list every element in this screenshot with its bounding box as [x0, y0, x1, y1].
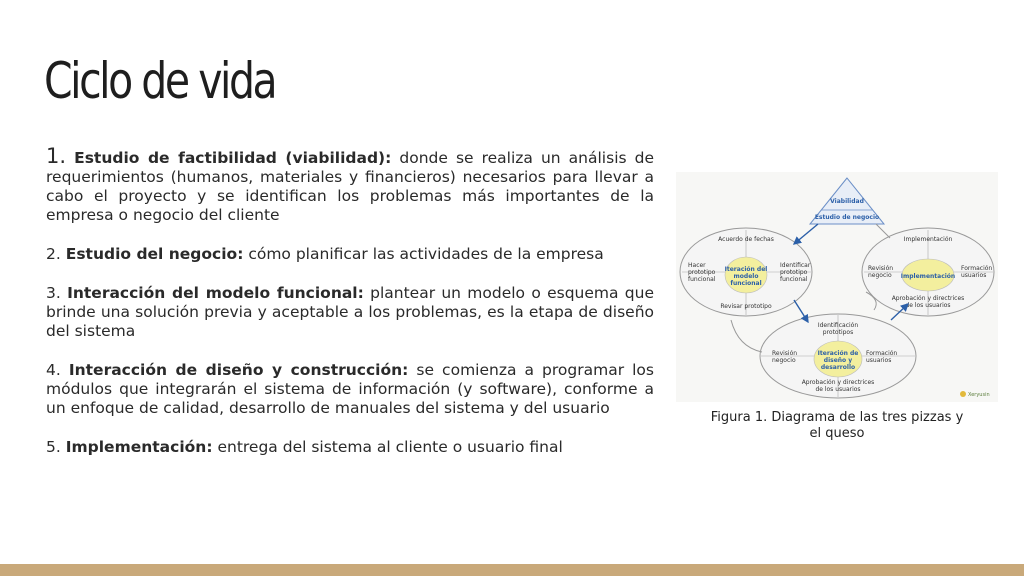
arrow-triangle-to-left	[794, 224, 818, 244]
bottom-left-label: Revisión negocio	[772, 350, 798, 364]
item-number: 4.	[46, 361, 61, 379]
left-bottom-label: Revisar prototipo	[720, 303, 772, 310]
item-heading: Estudio de factibilidad (viabilidad):	[74, 149, 392, 167]
item-text: se comienza a programar los módulos que integrarán el sistema de información (y software), conforme a un enfoque de calidad, desarrollo de manuales del sistema y del usuario	[46, 361, 654, 417]
right-center-label: Implementación	[900, 273, 956, 280]
item-heading: Estudio del negocio:	[65, 245, 244, 263]
bottom-top-label: Identificación prototipos	[817, 322, 859, 336]
item-text: cómo planificar las actividades de la empresa	[243, 245, 604, 263]
item-heading: Interacción de diseño y construcción:	[68, 361, 409, 379]
figure-caption: Figura 1. Diagrama de las tres pizzas y el queso	[710, 410, 964, 441]
three-pizzas-diagram	[676, 172, 998, 402]
item-heading: Interacción del modelo funcional:	[67, 284, 364, 302]
bottom-bottom-label: Aprobación y directrices de los usuarios	[801, 379, 875, 393]
triangle-bottom-label: Estudio de negocio	[814, 214, 880, 221]
list-item	[46, 284, 654, 341]
triangle-top-label: Viabilidad	[830, 198, 864, 205]
item-heading: Implementación:	[65, 438, 213, 456]
right-top-label: Implementación	[903, 236, 953, 243]
item-number: 1.	[46, 144, 67, 168]
left-left-label: Hacer prototipo funcional	[688, 262, 716, 283]
left-right-label: Identificar prototipo funcional	[780, 262, 811, 283]
list-item	[46, 361, 654, 418]
slide-title: Ciclo de vida	[44, 52, 276, 110]
list-item	[46, 144, 654, 225]
left-center-label: Iteración del modelo funcional	[724, 266, 768, 287]
arrow-curve-left	[731, 320, 762, 352]
right-bottom-label: Aprobación y directrices de los usuarios	[891, 295, 965, 309]
bottom-center-label: Iteración de diseño y desarrollo	[817, 350, 859, 371]
bottom-right-label: Formación usuarios	[866, 350, 898, 364]
item-text: donde se realiza un análisis de requerimientos (humanos, materiales y financieros) necesarios para llevar a cabo el proyecto y se identifican los problemas más importantes de la empresa o negocio del cliente	[46, 149, 654, 224]
item-text: plantear un modelo o esquema que brinde una solución previa y aceptable a los problemas, es la etapa de diseño del sistema	[46, 284, 654, 340]
diagram-svg	[676, 172, 998, 402]
footer-accent-bar	[0, 564, 1024, 576]
list-item	[46, 438, 654, 457]
logo-text: Xeryusin	[968, 392, 990, 398]
left-top-label: Acuerdo de fechas	[718, 236, 774, 243]
lifecycle-list	[46, 144, 654, 477]
item-number: 2.	[46, 245, 61, 263]
item-text: entrega del sistema al cliente o usuario final	[212, 438, 563, 456]
right-right-label: Formación usuarios	[961, 265, 993, 279]
right-left-label: Revisión negocio	[868, 265, 894, 279]
item-number: 3.	[46, 284, 61, 302]
logo-icon	[960, 391, 966, 397]
list-item	[46, 245, 654, 264]
arrow-right-to-triangle	[876, 224, 890, 238]
item-number: 5.	[46, 438, 61, 456]
